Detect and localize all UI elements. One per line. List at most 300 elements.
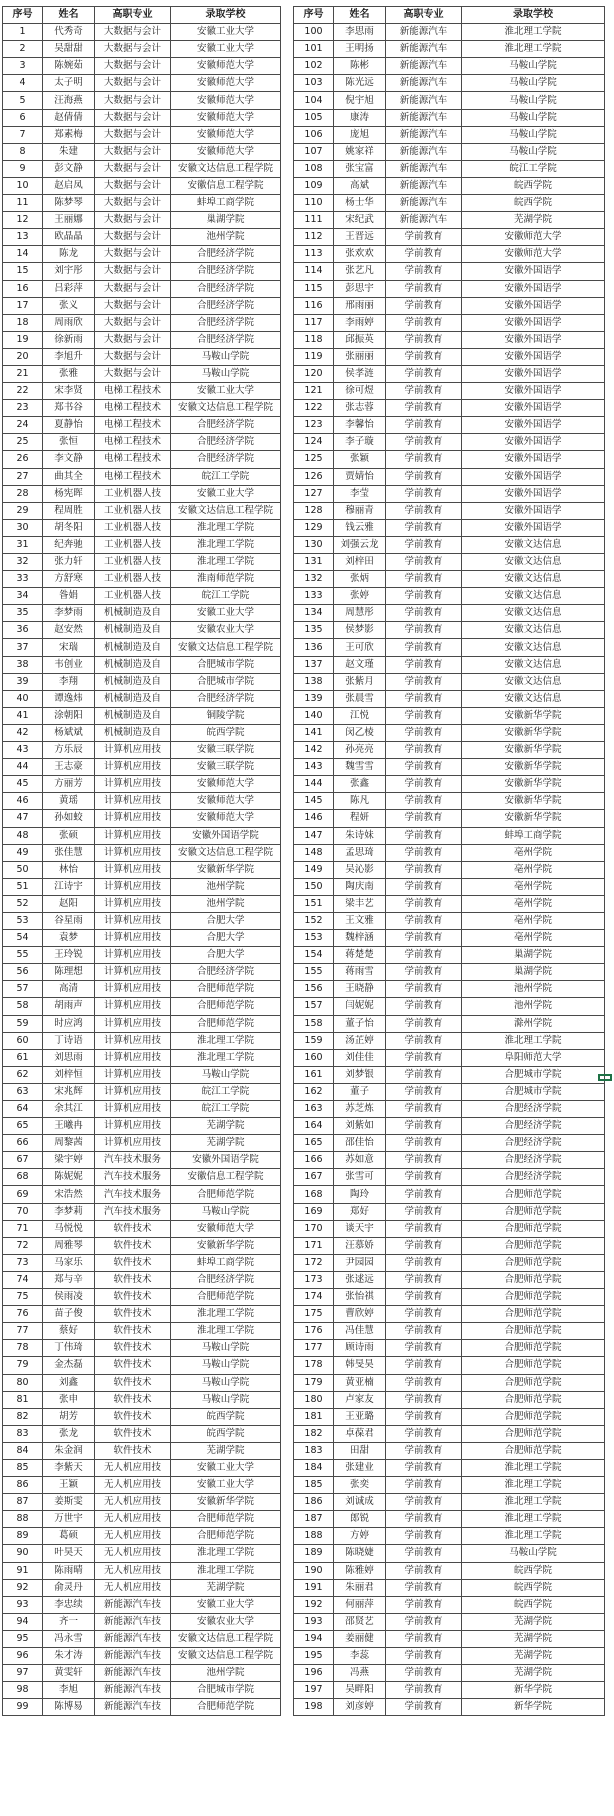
cell-school[interactable]: 芜湖学院 <box>462 1630 605 1647</box>
cell-name[interactable]: 张奕 <box>334 1477 386 1494</box>
cell-major[interactable]: 新能源汽车 <box>386 58 462 75</box>
cell-major[interactable]: 软件技术 <box>95 1323 171 1340</box>
cell-school[interactable]: 皖西学院 <box>462 1562 605 1579</box>
cell-major[interactable]: 计算机应用技 <box>95 742 171 759</box>
cell-school[interactable]: 安徽工业大学 <box>171 41 281 58</box>
cell-name[interactable]: 吴甜甜 <box>43 41 95 58</box>
cell-index[interactable]: 40 <box>3 690 43 707</box>
cell-major[interactable]: 软件技术 <box>95 1237 171 1254</box>
cell-index[interactable]: 4 <box>3 75 43 92</box>
cell-index[interactable]: 121 <box>294 383 334 400</box>
cell-major[interactable]: 计算机应用技 <box>95 1083 171 1100</box>
cell-school[interactable]: 淮北理工学院 <box>462 1459 605 1476</box>
cell-index[interactable]: 12 <box>3 212 43 229</box>
cell-school[interactable]: 芜湖学院 <box>171 1135 281 1152</box>
cell-school[interactable]: 合肥经济学院 <box>171 314 281 331</box>
cell-school[interactable]: 安徽三联学院 <box>171 742 281 759</box>
cell-index[interactable]: 147 <box>294 827 334 844</box>
cell-name[interactable]: 张晨雪 <box>334 690 386 707</box>
cell-index[interactable]: 146 <box>294 810 334 827</box>
cell-index[interactable]: 61 <box>3 1049 43 1066</box>
cell-school[interactable]: 淮北理工学院 <box>462 1511 605 1528</box>
cell-index[interactable]: 31 <box>3 536 43 553</box>
cell-school[interactable]: 淮北理工学院 <box>171 554 281 571</box>
cell-major[interactable]: 软件技术 <box>95 1306 171 1323</box>
cell-name[interactable]: 王志豪 <box>43 759 95 776</box>
cell-major[interactable]: 学前教育 <box>386 759 462 776</box>
cell-major[interactable]: 软件技术 <box>95 1374 171 1391</box>
cell-index[interactable]: 141 <box>294 724 334 741</box>
cell-school[interactable]: 安徽新华学院 <box>462 742 605 759</box>
cell-school[interactable]: 合肥经济学院 <box>171 246 281 263</box>
cell-index[interactable]: 15 <box>3 263 43 280</box>
cell-index[interactable]: 132 <box>294 571 334 588</box>
cell-index[interactable]: 109 <box>294 177 334 194</box>
cell-name[interactable]: 宋纪武 <box>334 212 386 229</box>
cell-school[interactable]: 蚌埠工商学院 <box>171 1254 281 1271</box>
cell-school[interactable]: 合肥师范学院 <box>462 1306 605 1323</box>
cell-index[interactable]: 88 <box>3 1511 43 1528</box>
header-name[interactable]: 姓名 <box>334 7 386 24</box>
cell-major[interactable]: 学前教育 <box>386 1665 462 1682</box>
cell-name[interactable]: 韦创业 <box>43 656 95 673</box>
cell-index[interactable]: 62 <box>3 1066 43 1083</box>
cell-index[interactable]: 144 <box>294 776 334 793</box>
cell-name[interactable]: 杨宪晖 <box>43 485 95 502</box>
cell-school[interactable]: 马鞍山学院 <box>171 1340 281 1357</box>
cell-major[interactable]: 无人机应用技 <box>95 1562 171 1579</box>
cell-major[interactable]: 电梯工程技术 <box>95 451 171 468</box>
cell-index[interactable]: 102 <box>294 58 334 75</box>
cell-school[interactable]: 合肥师范学院 <box>462 1186 605 1203</box>
cell-name[interactable]: 陈梦琴 <box>43 195 95 212</box>
cell-name[interactable]: 张建业 <box>334 1459 386 1476</box>
cell-index[interactable]: 25 <box>3 434 43 451</box>
cell-school[interactable]: 安徽外国语学院 <box>171 1152 281 1169</box>
cell-name[interactable]: 吴畔阳 <box>334 1682 386 1699</box>
cell-school[interactable]: 安徽外国语学 <box>462 417 605 434</box>
cell-school[interactable]: 淮北理工学院 <box>462 1477 605 1494</box>
cell-school[interactable]: 淮北理工学院 <box>462 1528 605 1545</box>
cell-name[interactable]: 吴沁影 <box>334 861 386 878</box>
cell-name[interactable]: 徐可煜 <box>334 383 386 400</box>
cell-major[interactable]: 学前教育 <box>386 1562 462 1579</box>
cell-major[interactable]: 大数据与会计 <box>95 365 171 382</box>
cell-school[interactable]: 安徽新华学院 <box>171 861 281 878</box>
cell-school[interactable]: 安徽新华学院 <box>171 1494 281 1511</box>
cell-major[interactable]: 计算机应用技 <box>95 759 171 776</box>
cell-name[interactable]: 周雅琴 <box>43 1237 95 1254</box>
cell-school[interactable]: 淮北理工学院 <box>171 519 281 536</box>
cell-index[interactable]: 154 <box>294 947 334 964</box>
cell-major[interactable]: 汽车技术服务 <box>95 1169 171 1186</box>
cell-name[interactable]: 刘鑫 <box>43 1374 95 1391</box>
cell-school[interactable]: 安徽外国语学 <box>462 485 605 502</box>
cell-name[interactable]: 陈妮妮 <box>43 1169 95 1186</box>
cell-school[interactable]: 安徽文达信息 <box>462 588 605 605</box>
cell-name[interactable]: 孟思琦 <box>334 844 386 861</box>
cell-index[interactable]: 20 <box>3 348 43 365</box>
cell-name[interactable]: 魏雪雪 <box>334 759 386 776</box>
cell-school[interactable]: 安徽工业大学 <box>171 24 281 41</box>
cell-school[interactable]: 安徽外国语学 <box>462 280 605 297</box>
cell-index[interactable]: 93 <box>3 1596 43 1613</box>
cell-school[interactable]: 皖西学院 <box>462 177 605 194</box>
cell-name[interactable]: 姜丽健 <box>334 1630 386 1647</box>
cell-major[interactable]: 学前教育 <box>386 1066 462 1083</box>
cell-name[interactable]: 赵阳 <box>43 895 95 912</box>
cell-name[interactable]: 闫妮妮 <box>334 998 386 1015</box>
cell-index[interactable]: 18 <box>3 314 43 331</box>
cell-major[interactable]: 学前教育 <box>386 964 462 981</box>
cell-name[interactable]: 苏如意 <box>334 1152 386 1169</box>
cell-school[interactable]: 安徽外国语学 <box>462 383 605 400</box>
cell-index[interactable]: 151 <box>294 895 334 912</box>
cell-school[interactable]: 淮北理工学院 <box>462 1494 605 1511</box>
cell-school[interactable]: 安徽文达信息 <box>462 673 605 690</box>
cell-school[interactable]: 安徽信息工程学院 <box>171 1169 281 1186</box>
cell-name[interactable]: 李梦雨 <box>43 605 95 622</box>
cell-name[interactable]: 蔡好 <box>43 1323 95 1340</box>
cell-index[interactable]: 99 <box>3 1699 43 1716</box>
cell-index[interactable]: 47 <box>3 810 43 827</box>
cell-major[interactable]: 机械制造及自 <box>95 605 171 622</box>
cell-school[interactable]: 阜阳师范大学 <box>462 1049 605 1066</box>
cell-name[interactable]: 胡冬阳 <box>43 519 95 536</box>
cell-index[interactable]: 76 <box>3 1306 43 1323</box>
cell-major[interactable]: 大数据与会计 <box>95 246 171 263</box>
cell-name[interactable]: 陈雅婷 <box>334 1562 386 1579</box>
cell-index[interactable]: 142 <box>294 742 334 759</box>
cell-index[interactable]: 148 <box>294 844 334 861</box>
cell-major[interactable]: 软件技术 <box>95 1425 171 1442</box>
cell-major[interactable]: 机械制造及自 <box>95 673 171 690</box>
cell-school[interactable]: 亳州学院 <box>462 878 605 895</box>
cell-index[interactable]: 180 <box>294 1391 334 1408</box>
cell-school[interactable]: 安徽师范大学 <box>171 75 281 92</box>
cell-index[interactable]: 72 <box>3 1237 43 1254</box>
cell-major[interactable]: 学前教育 <box>386 297 462 314</box>
cell-name[interactable]: 江诗宇 <box>43 878 95 895</box>
cell-name[interactable]: 杨斌斌 <box>43 724 95 741</box>
cell-name[interactable]: 周雨欣 <box>43 314 95 331</box>
cell-name[interactable]: 刘紫如 <box>334 1118 386 1135</box>
cell-school[interactable]: 安徽信息工程学院 <box>171 177 281 194</box>
cell-major[interactable]: 工业机器人技 <box>95 588 171 605</box>
cell-name[interactable]: 陈博易 <box>43 1699 95 1716</box>
cell-index[interactable]: 139 <box>294 690 334 707</box>
cell-major[interactable]: 机械制造及自 <box>95 724 171 741</box>
cell-major[interactable]: 学前教育 <box>386 947 462 964</box>
cell-index[interactable]: 35 <box>3 605 43 622</box>
cell-major[interactable]: 计算机应用技 <box>95 998 171 1015</box>
cell-index[interactable]: 176 <box>294 1323 334 1340</box>
cell-name[interactable]: 梁丰艺 <box>334 895 386 912</box>
cell-index[interactable]: 123 <box>294 417 334 434</box>
cell-major[interactable]: 软件技术 <box>95 1408 171 1425</box>
cell-index[interactable]: 30 <box>3 519 43 536</box>
cell-index[interactable]: 92 <box>3 1579 43 1596</box>
cell-school[interactable]: 合肥师范学院 <box>462 1442 605 1459</box>
cell-name[interactable]: 苏芝炼 <box>334 1101 386 1118</box>
cell-major[interactable]: 无人机应用技 <box>95 1528 171 1545</box>
cell-name[interactable]: 王晋远 <box>334 229 386 246</box>
cell-name[interactable]: 赵倩倩 <box>43 109 95 126</box>
cell-major[interactable]: 新能源汽车技 <box>95 1613 171 1630</box>
cell-index[interactable]: 158 <box>294 1015 334 1032</box>
cell-index[interactable]: 108 <box>294 160 334 177</box>
cell-school[interactable]: 安徽外国语学 <box>462 451 605 468</box>
cell-school[interactable]: 新华学院 <box>462 1699 605 1716</box>
cell-index[interactable]: 68 <box>3 1169 43 1186</box>
cell-school[interactable]: 芜湖学院 <box>171 1442 281 1459</box>
cell-index[interactable]: 188 <box>294 1528 334 1545</box>
cell-major[interactable]: 计算机应用技 <box>95 964 171 981</box>
cell-school[interactable]: 合肥师范学院 <box>462 1425 605 1442</box>
cell-school[interactable]: 安徽外国语学 <box>462 400 605 417</box>
cell-index[interactable]: 33 <box>3 571 43 588</box>
cell-name[interactable]: 王曦冉 <box>43 1118 95 1135</box>
cell-name[interactable]: 郑素梅 <box>43 126 95 143</box>
cell-major[interactable]: 学前教育 <box>386 1323 462 1340</box>
header-school[interactable]: 录取学校 <box>462 7 605 24</box>
cell-name[interactable]: 蒋楚楚 <box>334 947 386 964</box>
cell-major[interactable]: 学前教育 <box>386 861 462 878</box>
header-school[interactable]: 录取学校 <box>171 7 281 24</box>
cell-name[interactable]: 刘思雨 <box>43 1049 95 1066</box>
cell-major[interactable]: 电梯工程技术 <box>95 400 171 417</box>
cell-name[interactable]: 王玲锐 <box>43 947 95 964</box>
cell-name[interactable]: 王颖 <box>43 1477 95 1494</box>
cell-index[interactable]: 160 <box>294 1049 334 1066</box>
cell-name[interactable]: 冯佳慧 <box>334 1323 386 1340</box>
cell-name[interactable]: 陶庆南 <box>334 878 386 895</box>
cell-school[interactable]: 合肥经济学院 <box>462 1152 605 1169</box>
cell-school[interactable]: 合肥经济学院 <box>171 297 281 314</box>
cell-index[interactable]: 120 <box>294 365 334 382</box>
cell-major[interactable]: 机械制造及自 <box>95 639 171 656</box>
cell-index[interactable]: 195 <box>294 1648 334 1665</box>
cell-index[interactable]: 165 <box>294 1135 334 1152</box>
cell-index[interactable]: 128 <box>294 502 334 519</box>
cell-index[interactable]: 122 <box>294 400 334 417</box>
cell-name[interactable]: 穆丽青 <box>334 502 386 519</box>
cell-name[interactable]: 陈凡 <box>334 793 386 810</box>
cell-school[interactable]: 池州学院 <box>171 1665 281 1682</box>
cell-school[interactable]: 合肥师范学院 <box>171 1699 281 1716</box>
cell-school[interactable]: 淮北理工学院 <box>171 1306 281 1323</box>
cell-name[interactable]: 马悦悦 <box>43 1220 95 1237</box>
cell-school[interactable]: 安徽工业大学 <box>171 1477 281 1494</box>
cell-major[interactable]: 学前教育 <box>386 1391 462 1408</box>
cell-index[interactable]: 2 <box>3 41 43 58</box>
cell-name[interactable]: 孙如蛟 <box>43 810 95 827</box>
cell-name[interactable]: 侯梦影 <box>334 622 386 639</box>
cell-major[interactable]: 新能源汽车 <box>386 212 462 229</box>
cell-name[interactable]: 刘佳佳 <box>334 1049 386 1066</box>
cell-index[interactable]: 126 <box>294 468 334 485</box>
cell-name[interactable]: 侯雨凌 <box>43 1289 95 1306</box>
header-major[interactable]: 高职专业 <box>386 7 462 24</box>
cell-index[interactable]: 198 <box>294 1699 334 1716</box>
cell-index[interactable]: 87 <box>3 1494 43 1511</box>
cell-school[interactable]: 芜湖学院 <box>462 212 605 229</box>
cell-name[interactable]: 李文静 <box>43 451 95 468</box>
cell-index[interactable]: 9 <box>3 160 43 177</box>
cell-school[interactable]: 安徽外国语学 <box>462 502 605 519</box>
cell-school[interactable]: 马鞍山学院 <box>462 58 605 75</box>
cell-school[interactable]: 巢湖学院 <box>171 212 281 229</box>
cell-index[interactable]: 39 <box>3 673 43 690</box>
cell-index[interactable]: 133 <box>294 588 334 605</box>
cell-school[interactable]: 合肥师范学院 <box>171 998 281 1015</box>
cell-major[interactable]: 软件技术 <box>95 1340 171 1357</box>
cell-school[interactable]: 皖江工学院 <box>171 1101 281 1118</box>
cell-major[interactable]: 新能源汽车 <box>386 195 462 212</box>
cell-index[interactable]: 116 <box>294 297 334 314</box>
cell-index[interactable]: 55 <box>3 947 43 964</box>
cell-index[interactable]: 129 <box>294 519 334 536</box>
cell-index[interactable]: 104 <box>294 92 334 109</box>
cell-name[interactable]: 苗子俊 <box>43 1306 95 1323</box>
header-index[interactable]: 序号 <box>294 7 334 24</box>
cell-school[interactable]: 合肥师范学院 <box>462 1408 605 1425</box>
cell-name[interactable]: 李蕊 <box>334 1648 386 1665</box>
cell-name[interactable]: 万世宇 <box>43 1511 95 1528</box>
cell-school[interactable]: 合肥师范学院 <box>462 1254 605 1271</box>
cell-index[interactable]: 197 <box>294 1682 334 1699</box>
cell-major[interactable]: 大数据与会计 <box>95 331 171 348</box>
cell-index[interactable]: 97 <box>3 1665 43 1682</box>
cell-school[interactable]: 安徽文达信息 <box>462 554 605 571</box>
cell-major[interactable]: 计算机应用技 <box>95 1066 171 1083</box>
cell-school[interactable]: 合肥师范学院 <box>462 1289 605 1306</box>
cell-major[interactable]: 大数据与会计 <box>95 58 171 75</box>
cell-school[interactable]: 合肥经济学院 <box>171 331 281 348</box>
cell-index[interactable]: 94 <box>3 1613 43 1630</box>
cell-major[interactable]: 大数据与会计 <box>95 263 171 280</box>
cell-index[interactable]: 29 <box>3 502 43 519</box>
cell-index[interactable]: 27 <box>3 468 43 485</box>
cell-school[interactable]: 安徽工业大学 <box>171 1459 281 1476</box>
cell-school[interactable]: 皖西学院 <box>171 1425 281 1442</box>
cell-index[interactable]: 125 <box>294 451 334 468</box>
cell-major[interactable]: 计算机应用技 <box>95 1049 171 1066</box>
cell-major[interactable]: 工业机器人技 <box>95 554 171 571</box>
cell-school[interactable]: 马鞍山学院 <box>171 1066 281 1083</box>
cell-name[interactable]: 张怡祺 <box>334 1289 386 1306</box>
cell-school[interactable]: 安徽新华学院 <box>462 810 605 827</box>
cell-index[interactable]: 135 <box>294 622 334 639</box>
cell-name[interactable]: 张硕 <box>43 827 95 844</box>
cell-major[interactable]: 工业机器人技 <box>95 571 171 588</box>
header-name[interactable]: 姓名 <box>43 7 95 24</box>
cell-name[interactable]: 李馨怡 <box>334 417 386 434</box>
cell-index[interactable]: 54 <box>3 930 43 947</box>
cell-name[interactable]: 王明扬 <box>334 41 386 58</box>
cell-index[interactable]: 174 <box>294 1289 334 1306</box>
cell-school[interactable]: 安徽外国语学院 <box>171 827 281 844</box>
cell-school[interactable]: 合肥大学 <box>171 912 281 929</box>
cell-major[interactable]: 软件技术 <box>95 1442 171 1459</box>
cell-major[interactable]: 学前教育 <box>386 246 462 263</box>
cell-school[interactable]: 合肥经济学院 <box>171 280 281 297</box>
cell-name[interactable]: 朱金润 <box>43 1442 95 1459</box>
cell-major[interactable]: 计算机应用技 <box>95 1032 171 1049</box>
cell-school[interactable]: 安徽工业大学 <box>171 383 281 400</box>
cell-name[interactable]: 欧晶晶 <box>43 229 95 246</box>
cell-major[interactable]: 工业机器人技 <box>95 485 171 502</box>
cell-major[interactable]: 新能源汽车 <box>386 160 462 177</box>
cell-major[interactable]: 大数据与会计 <box>95 195 171 212</box>
cell-major[interactable]: 工业机器人技 <box>95 536 171 553</box>
cell-name[interactable]: 张志蓉 <box>334 400 386 417</box>
cell-major[interactable]: 学前教育 <box>386 742 462 759</box>
cell-name[interactable]: 汤芷婷 <box>334 1032 386 1049</box>
cell-major[interactable]: 计算机应用技 <box>95 827 171 844</box>
cell-index[interactable]: 192 <box>294 1596 334 1613</box>
cell-school[interactable]: 安徽师范大学 <box>171 1220 281 1237</box>
cell-major[interactable]: 新能源汽车技 <box>95 1699 171 1716</box>
cell-name[interactable]: 丁诗语 <box>43 1032 95 1049</box>
cell-major[interactable]: 学前教育 <box>386 1015 462 1032</box>
cell-name[interactable]: 方丽芳 <box>43 776 95 793</box>
cell-major[interactable]: 学前教育 <box>386 1682 462 1699</box>
cell-index[interactable]: 185 <box>294 1477 334 1494</box>
cell-name[interactable]: 刘彦婷 <box>334 1699 386 1716</box>
cell-index[interactable]: 70 <box>3 1203 43 1220</box>
cell-major[interactable]: 学前教育 <box>386 1152 462 1169</box>
cell-major[interactable]: 学前教育 <box>386 1306 462 1323</box>
cell-name[interactable]: 黄雯轩 <box>43 1665 95 1682</box>
cell-name[interactable]: 刘梦银 <box>334 1066 386 1083</box>
cell-school[interactable]: 安徽文达信息 <box>462 622 605 639</box>
cell-major[interactable]: 计算机应用技 <box>95 912 171 929</box>
cell-major[interactable]: 学前教育 <box>386 1528 462 1545</box>
cell-index[interactable]: 56 <box>3 964 43 981</box>
cell-index[interactable]: 183 <box>294 1442 334 1459</box>
cell-major[interactable]: 学前教育 <box>386 485 462 502</box>
cell-name[interactable]: 叶昊天 <box>43 1545 95 1562</box>
cell-name[interactable]: 丁伟琦 <box>43 1340 95 1357</box>
cell-index[interactable]: 49 <box>3 844 43 861</box>
cell-major[interactable]: 学前教育 <box>386 263 462 280</box>
cell-index[interactable]: 153 <box>294 930 334 947</box>
cell-index[interactable]: 86 <box>3 1477 43 1494</box>
cell-index[interactable]: 101 <box>294 41 334 58</box>
cell-name[interactable]: 张逑远 <box>334 1271 386 1288</box>
cell-index[interactable]: 5 <box>3 92 43 109</box>
cell-major[interactable]: 大数据与会计 <box>95 109 171 126</box>
cell-school[interactable]: 合肥师范学院 <box>171 1289 281 1306</box>
cell-school[interactable]: 安徽师范大学 <box>171 92 281 109</box>
cell-school[interactable]: 亳州学院 <box>462 930 605 947</box>
cell-major[interactable]: 学前教育 <box>386 981 462 998</box>
cell-school[interactable]: 合肥师范学院 <box>462 1220 605 1237</box>
cell-index[interactable]: 46 <box>3 793 43 810</box>
cell-major[interactable]: 学前教育 <box>386 912 462 929</box>
cell-name[interactable]: 邵佳怡 <box>334 1135 386 1152</box>
cell-school[interactable]: 安徽文达信息工程学院 <box>171 639 281 656</box>
cell-major[interactable]: 学前教育 <box>386 468 462 485</box>
cell-major[interactable]: 学前教育 <box>386 1220 462 1237</box>
cell-index[interactable]: 194 <box>294 1630 334 1647</box>
cell-major[interactable]: 学前教育 <box>386 536 462 553</box>
cell-name[interactable]: 董子 <box>334 1083 386 1100</box>
cell-major[interactable]: 学前教育 <box>386 810 462 827</box>
cell-name[interactable]: 宋兆辉 <box>43 1083 95 1100</box>
cell-index[interactable]: 22 <box>3 383 43 400</box>
